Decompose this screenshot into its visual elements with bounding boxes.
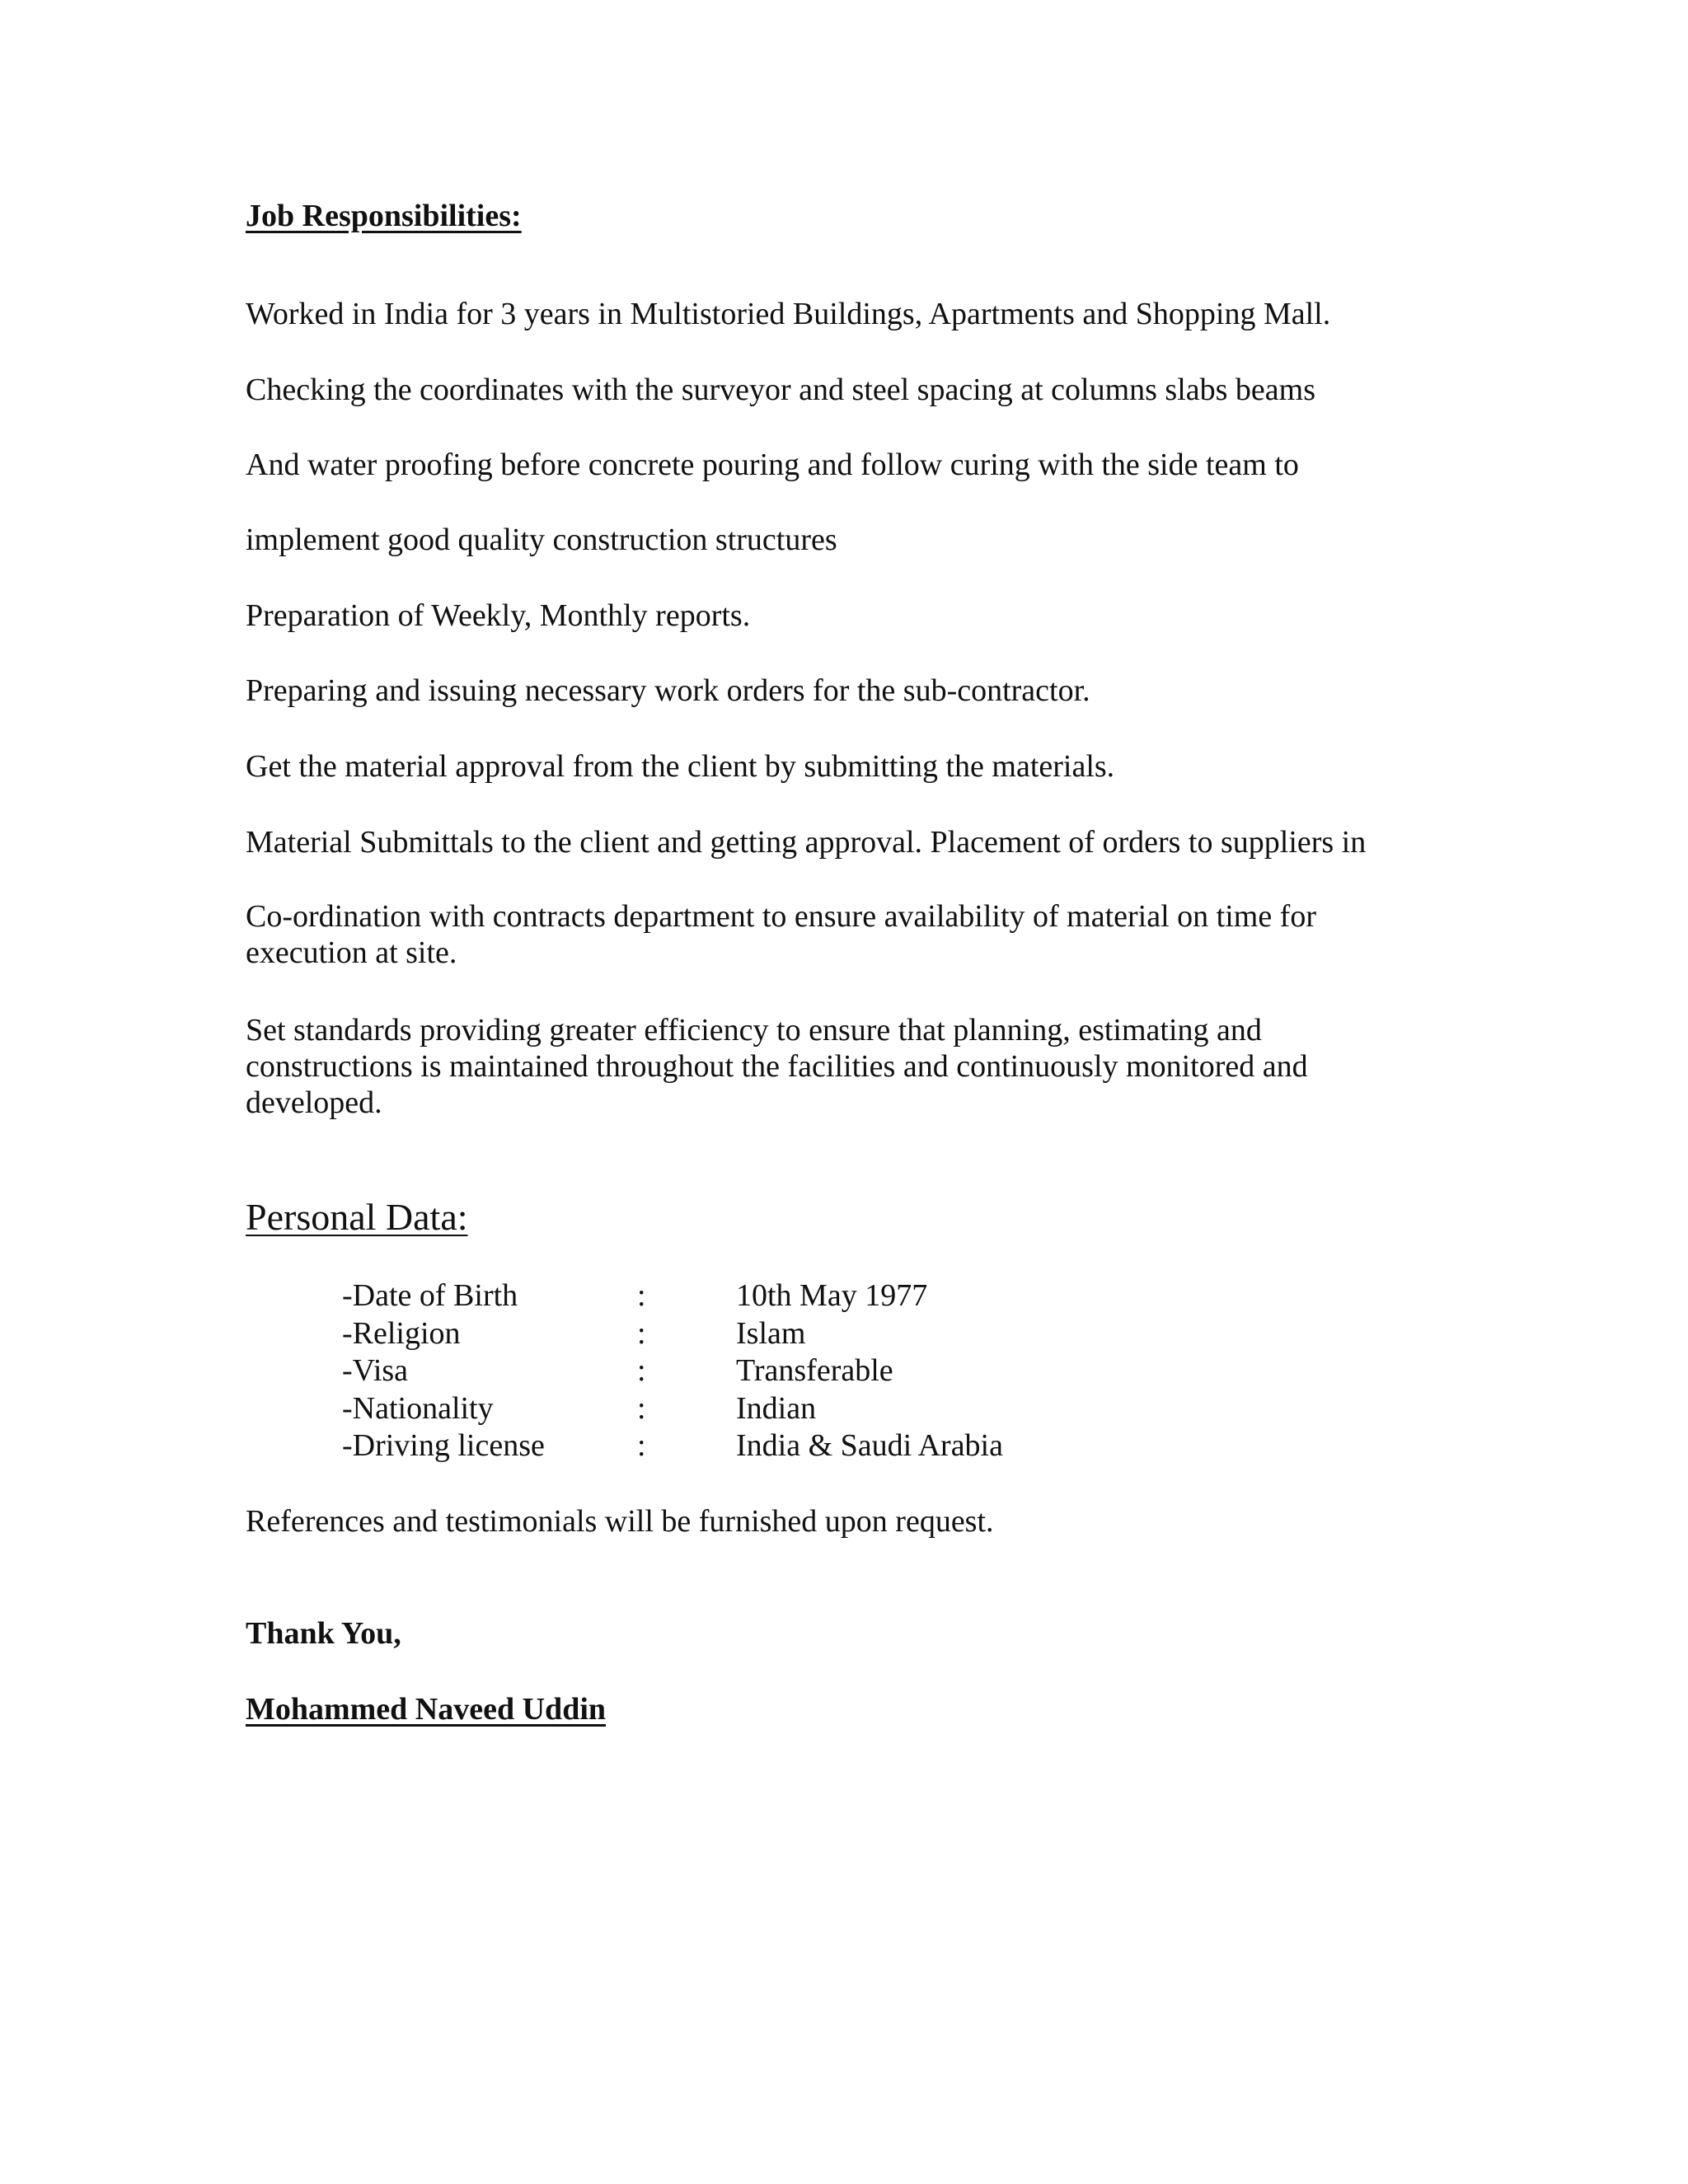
coordination-paragraph: Co-ordination with contracts department to ensure availability of material on time for execution at site. <box>246 899 1316 970</box>
personal-value: Transferable <box>736 1353 893 1388</box>
personal-value: Indian <box>736 1391 817 1426</box>
job-line: Worked in India for 3 years in Multistoried Buildings, Apartments and Shopping Mall. <box>246 297 1331 331</box>
personal-colon: : <box>637 1391 646 1426</box>
personal-colon: : <box>637 1316 646 1351</box>
personal-label: -Driving license <box>342 1428 545 1463</box>
job-line: Checking the coordinates with the surveyor and steel spacing at columns slabs beams <box>246 373 1316 407</box>
personal-value: Islam <box>736 1316 806 1351</box>
standards-paragraph: Set standards providing greater efficiency to ensure that planning, estimating and constructions is maintained throughout the facilities and continuously monitored and developed. <box>246 1013 1308 1120</box>
closing-text: Thank You, <box>246 1616 401 1651</box>
personal-colon: : <box>637 1278 646 1313</box>
personal-label: -Visa <box>342 1353 409 1388</box>
job-line: Get the material approval from the client by submitting the materials. <box>246 749 1115 784</box>
personal-label: -Nationality <box>342 1391 494 1426</box>
personal-value: 10th May 1977 <box>736 1278 928 1313</box>
job-line: Material Submittals to the client and getting approval. Placement of orders to suppliers in <box>246 825 1367 860</box>
personal-colon: : <box>637 1428 646 1463</box>
job-line: implement good quality construction structures <box>246 523 837 557</box>
job-line: Preparation of Weekly, Monthly reports. <box>246 598 751 633</box>
personal-label: -Religion <box>342 1316 461 1351</box>
references-note: References and testimonials will be furnished upon request. <box>246 1504 994 1539</box>
personal-colon: : <box>637 1353 646 1388</box>
job-responsibilities-heading: Job Responsibilities: <box>246 199 522 233</box>
job-line: And water proofing before concrete pouring and follow curing with the side team to <box>246 448 1299 482</box>
personal-data-title: Personal Data: <box>246 1196 468 1238</box>
personal-value: India & Saudi Arabia <box>736 1428 1003 1463</box>
personal-label: -Date of Birth <box>342 1278 518 1313</box>
job-line: Preparing and issuing necessary work orders for the sub-contractor. <box>246 673 1090 708</box>
signature-name: Mohammed Naveed Uddin <box>246 1692 607 1727</box>
